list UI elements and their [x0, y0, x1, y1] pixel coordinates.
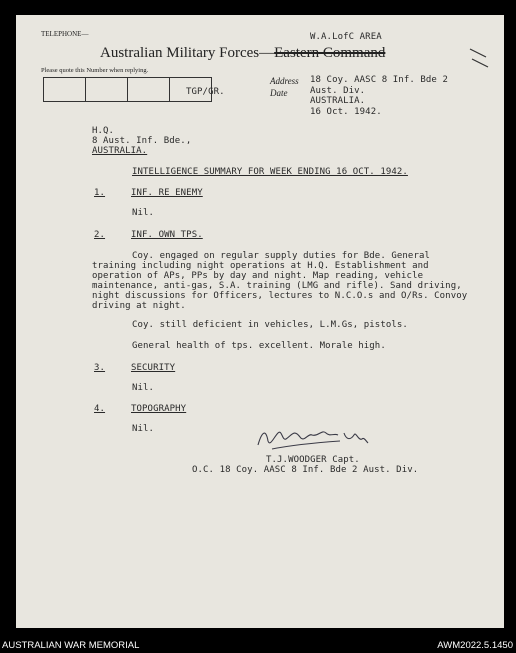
archive-reference: AWM2022.5.1450	[437, 640, 513, 651]
section-1-title: INF. RE ENEMY	[131, 188, 203, 198]
letter-date: 16 Oct. 1942.	[310, 107, 382, 117]
address-line-1: 18 Coy. AASC 8 Inf. Bde 2	[310, 75, 448, 85]
section-2-number: 2.	[94, 230, 106, 240]
section-2-title: INF. OWN TPS.	[131, 230, 203, 240]
section-4-body: Nil.	[132, 424, 155, 434]
section-3-number: 3.	[94, 363, 106, 373]
section-2-paragraph-1: Coy. engaged on regular supply duties for Bde. General training including night operations at H.Q. Establishment and operation of APs, PPs by day and night. Map reading, vehicle maintenance, anti-gas, S.A. training (LMG and rifle). Sand driving, night discussions for Officers, lectures to N.C.O.s and O/Rs. Convoy driving at night.	[92, 251, 468, 311]
quote-number-note: Please quote this Number when replying.	[41, 67, 149, 74]
handwritten-signature	[252, 419, 372, 453]
section-4-title: TOPOGRAPHY	[131, 404, 187, 414]
section-2-paragraph-2: Coy. still deficient in vehicles, L.M.Gs, pistols.	[132, 320, 408, 330]
area-stamp: W.A.LofC AREA	[310, 32, 382, 42]
section-3-title: SECURITY	[131, 363, 176, 373]
address-label: Address	[270, 76, 299, 86]
recipient-line-3: AUSTRALIA.	[92, 146, 148, 156]
section-4-number: 4.	[94, 404, 106, 414]
recipient-line-2: 8 Aust. Inf. Bde.,	[92, 136, 192, 146]
archive-name: AUSTRALIAN WAR MEMORIAL	[2, 640, 140, 651]
org-name: Australian Military Forces—	[100, 45, 275, 61]
letterhead-title	[100, 45, 385, 62]
summary-title: INTELLIGENCE SUMMARY FOR WEEK ENDING 16 OCT. 1942.	[132, 167, 408, 177]
signatory-unit: O.C. 18 Coy. AASC 8 Inf. Bde 2 Aust. Div.	[192, 465, 419, 475]
archive-footer	[0, 628, 516, 653]
section-1-body: Nil.	[132, 208, 155, 218]
section-1-number: 1.	[94, 188, 106, 198]
address-line-2: Aust. Div.	[310, 86, 366, 96]
section-2-paragraph-3: General health of tps. excellent. Morale high.	[132, 341, 386, 351]
reference-code: TGP/GR.	[186, 87, 225, 97]
address-line-3: AUSTRALIA.	[310, 96, 366, 106]
margin-mark	[468, 45, 490, 71]
telephone-label: TELEPHONE—	[41, 30, 89, 38]
section-3-body: Nil.	[132, 383, 155, 393]
struck-command: Eastern Command	[274, 45, 386, 61]
document-page	[16, 15, 504, 628]
signatory-name: T.J.WOODGER Capt.	[266, 455, 360, 465]
recipient-line-1: H.Q.	[92, 126, 115, 136]
date-label: Date	[270, 88, 288, 98]
